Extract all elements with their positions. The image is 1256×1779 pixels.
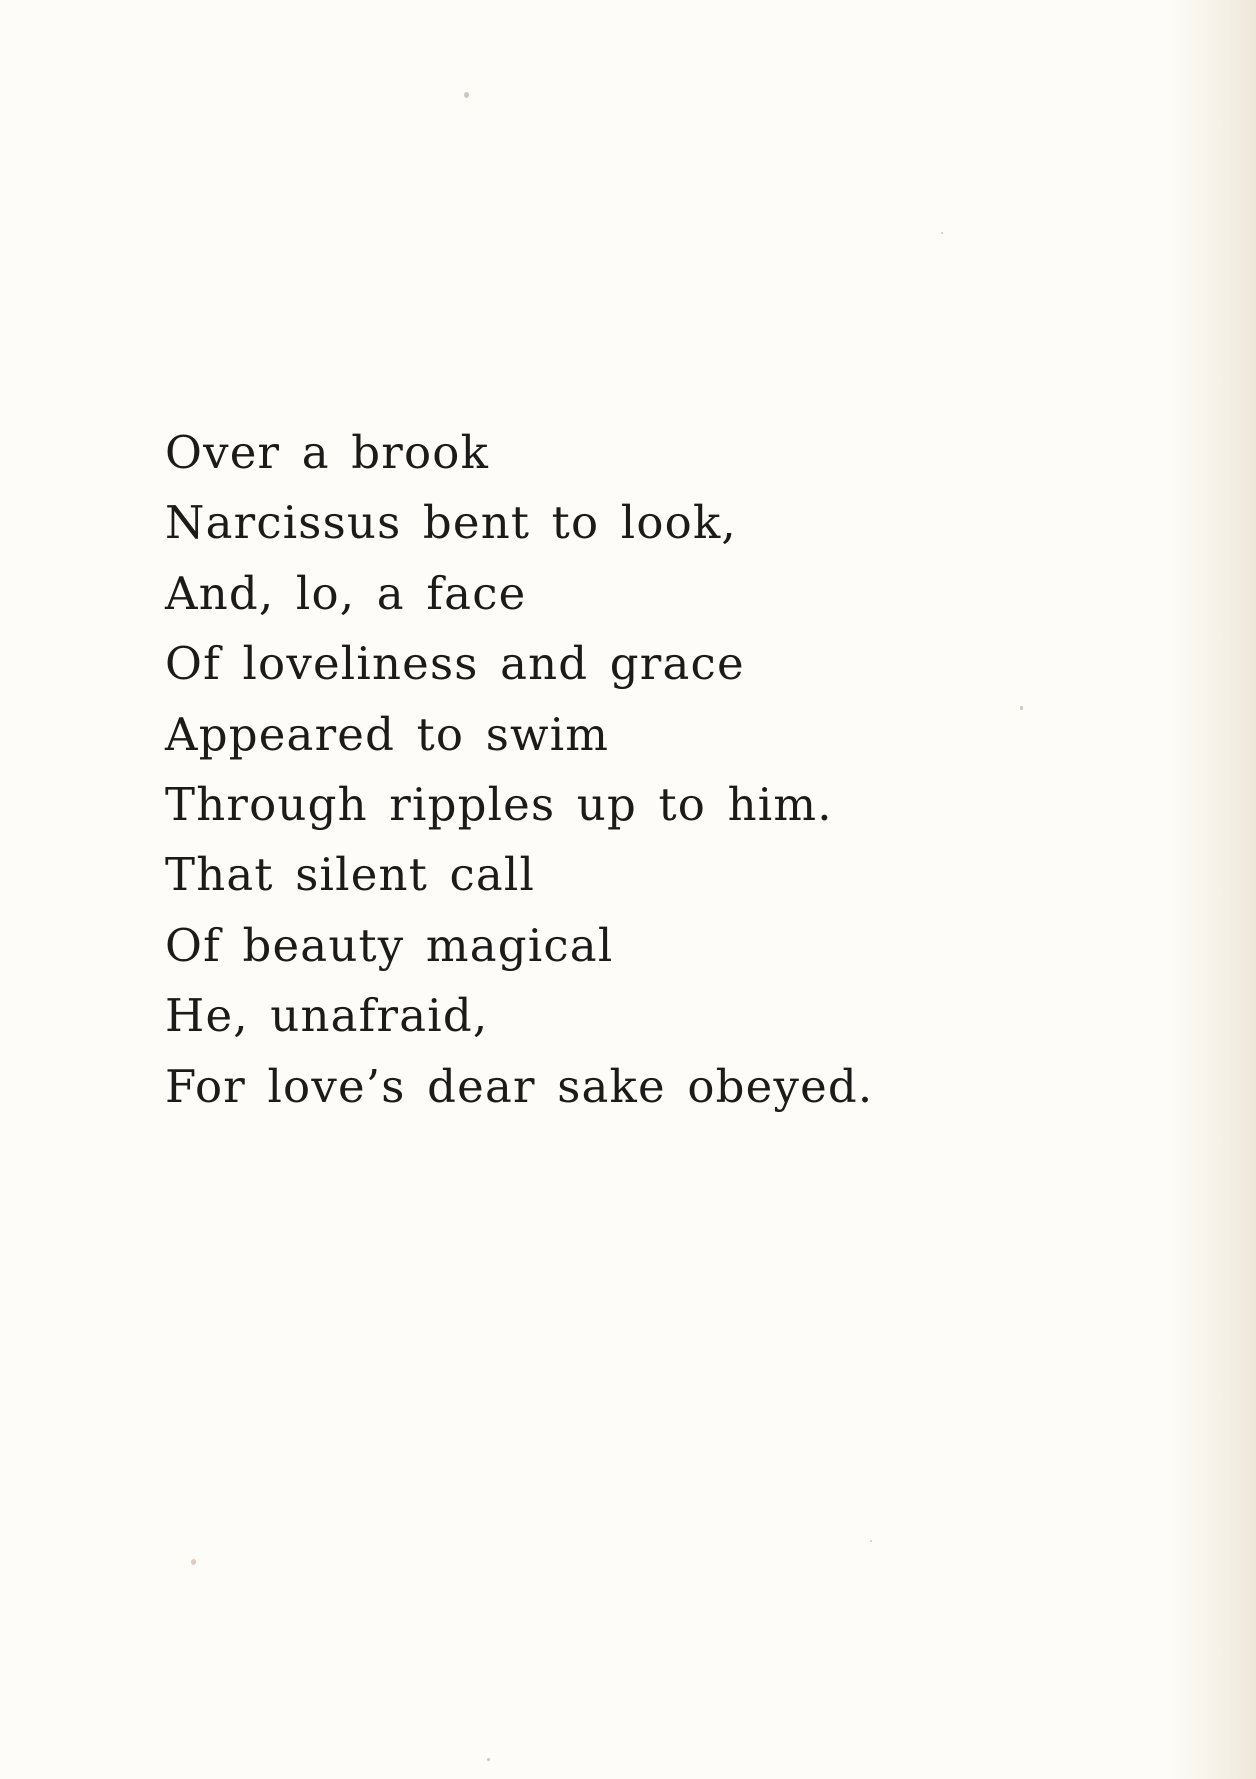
poem-line: Of beauty magical [165,918,614,972]
poem-line: He, unafraid, [165,989,489,1043]
poem-line: Over a brook [165,426,490,479]
poem-line: Of loveliness and grace [165,637,745,691]
paper-speck [870,1540,872,1542]
poem-line: For love’s dear sake obeyed. [165,1059,874,1113]
poem-line: And, lo, a face [165,566,527,620]
poem-line: Appeared to swim [165,707,610,761]
paper-speck [464,92,469,98]
poem [165,418,873,1122]
paper-speck [941,232,943,234]
paper-speck [487,1758,490,1761]
poem-line: Through ripples up to him. [165,777,833,831]
paper-speck [1020,706,1023,710]
poem-line: Narcissus bent to look, [165,496,737,550]
poem-line: That silent call [165,848,536,902]
paper-speck [191,1559,196,1565]
